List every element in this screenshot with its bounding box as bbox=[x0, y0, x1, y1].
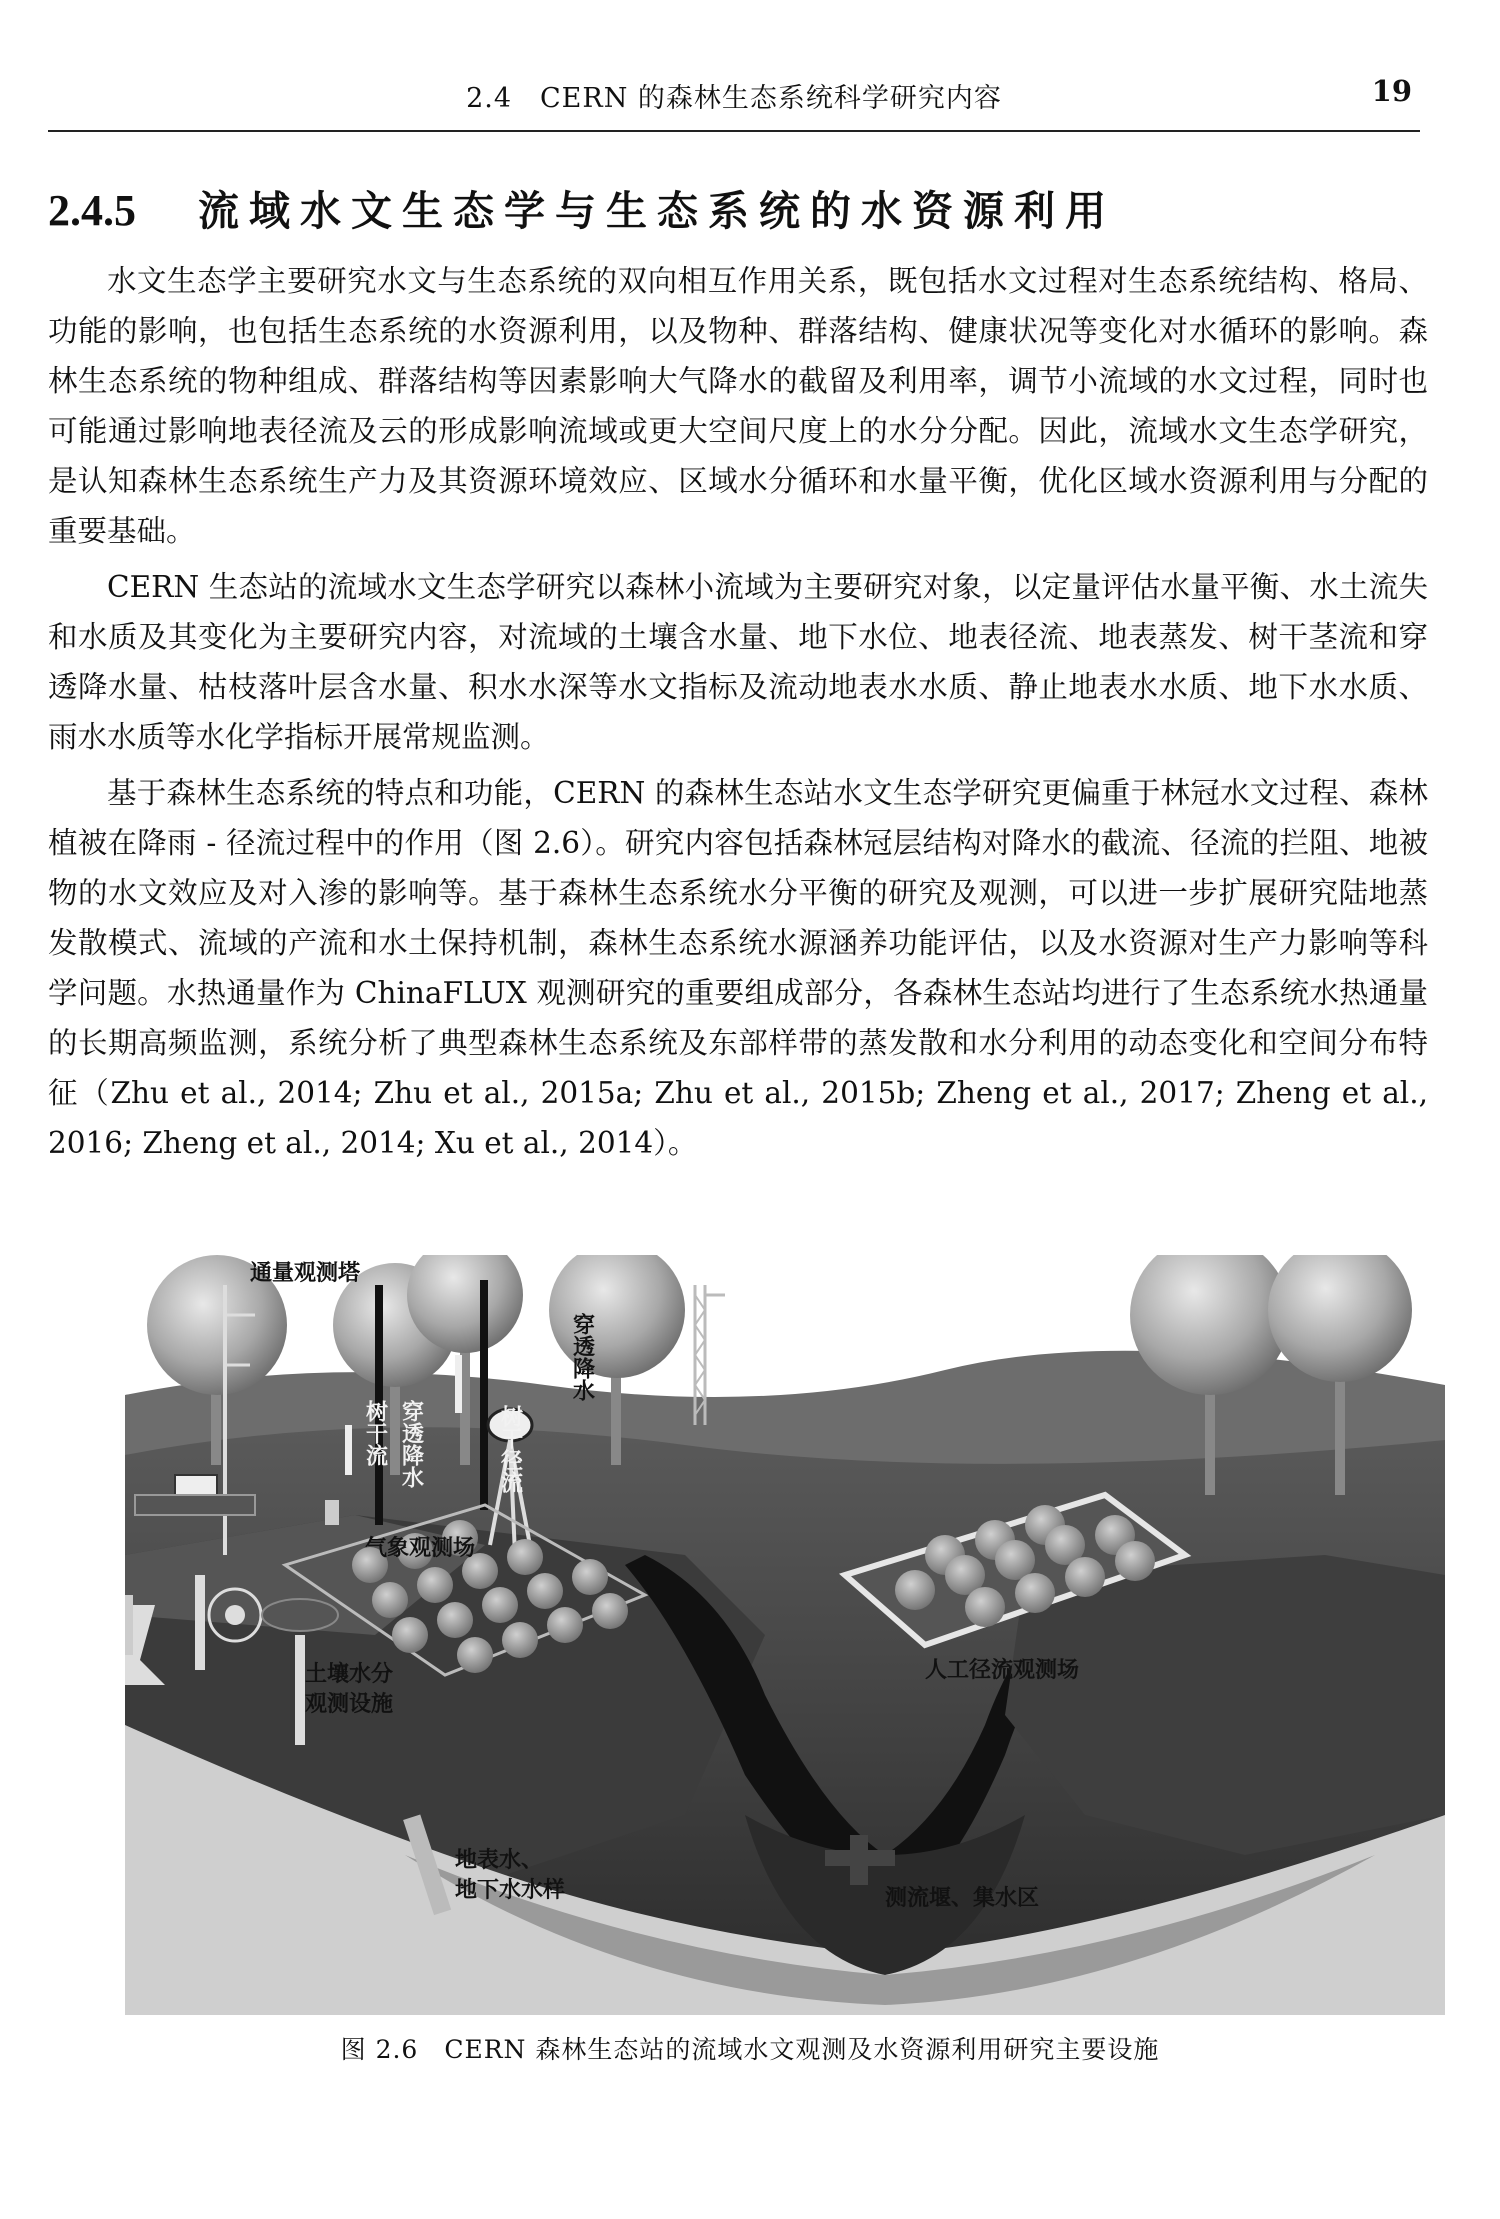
watershed-illustration bbox=[125, 1255, 1445, 2015]
label-runoff-plot: 人工径流观测场 bbox=[925, 1658, 1080, 1683]
label-weir: 测流堰、集水区 bbox=[885, 1886, 1040, 1911]
label-throughfall-1: 穿透降水 bbox=[398, 1400, 424, 1488]
section-title: 流域水文生态学与生态系统的水资源利用 bbox=[198, 187, 1116, 235]
section-heading bbox=[48, 178, 1116, 238]
body-text bbox=[48, 256, 1428, 1174]
label-soil-water-1: 土壤水分 bbox=[305, 1662, 394, 1687]
label-throughfall-2: 穿透降水 bbox=[569, 1313, 595, 1401]
label-stem-flow: 树干流 bbox=[362, 1400, 388, 1466]
paragraph: 基于森林生态系统的特点和功能，CERN 的森林生态站水文生态学研究更偏重于林冠水文过程、森林植被在降雨 - 径流过程中的作用（图 2.6）。研究内容包括森林冠层结构对降水的截流、径流的拦阻、地被物的水文效应及对入渗的影响等。基于森林生态系统水分平衡的研究及观测，可以进一步扩展研究陆地蒸发散模式、流域的产流和水土保持机制，森林生态系统水源涵养功能评估，以及水资源对生产力影响等科学问题。水热通量作为 ChinaFLUX 观测研究的重要组成部分，各森林生态站均进行了生态系统水热通量的长期高频监测，系统分析了典型森林生态系统及东部样带的蒸发散和水分利用的动态变化和空间分布特征（Zhu et al., 2014; Zhu et al., 2015a; Zhu et al., 2015b; Zheng et al., 2017; Zheng et al., 2016; Zheng et al., 2014; Xu et al., 2014）。 bbox=[48, 776, 1428, 1160]
paragraph: 水文生态学主要研究水文与生态系统的双向相互作用关系，既包括水文过程对生态系统结构、格局、功能的影响，也包括生态系统的水资源利用，以及物种、群落结构、健康状况等变化对水循环的影响。森林生态系统的物种组成、群落结构等因素影响大气降水的截留及利用率，调节小流域的水文过程，同时也可能通过影响地表径流及云的形成影响流域或更大空间尺度上的水分分配。因此，流域水文生态学研究，是认知森林生态系统生产力及其资源环境效应、区域水分循环和水量平衡，优化区域水资源利用与分配的重要基础。 bbox=[48, 264, 1428, 548]
figure-watershed-diagram bbox=[125, 1255, 1445, 2015]
running-header-title: 2.4 CERN 的森林生态系统科学研究内容 bbox=[466, 83, 1002, 114]
figure-caption: 图 2.6 CERN 森林生态站的流域水文观测及水资源利用研究主要设施 bbox=[340, 2035, 1160, 2064]
label-surface-water-2: 地下水水样 bbox=[455, 1878, 566, 1903]
paragraph: CERN 生态站的流域水文生态学研究以森林小流域为主要研究对象，以定量评估水量平衡、水土流失和水质及其变化为主要研究内容，对流域的土壤含水量、地下水位、地表径流、地表蒸发、树干茎流和穿透降水量、枯枝落叶层含水量、积水水深等水文指标及流动地表水水质、静止地表水水质、地下水水质、雨水水质等水化学指标开展常规监测。 bbox=[48, 570, 1428, 754]
label-surface-water-1: 地表水、 bbox=[455, 1848, 544, 1873]
section-number: 2.4.5 bbox=[48, 186, 136, 235]
running-header bbox=[48, 70, 1420, 132]
label-stem-runoff: 树干径流 bbox=[497, 1405, 523, 1493]
page-number: 19 bbox=[1371, 74, 1412, 108]
label-weather-station: 气象观测场 bbox=[365, 1536, 476, 1561]
label-flux-tower: 通量观测塔 bbox=[250, 1261, 361, 1286]
label-soil-water-2: 观测设施 bbox=[305, 1692, 394, 1717]
